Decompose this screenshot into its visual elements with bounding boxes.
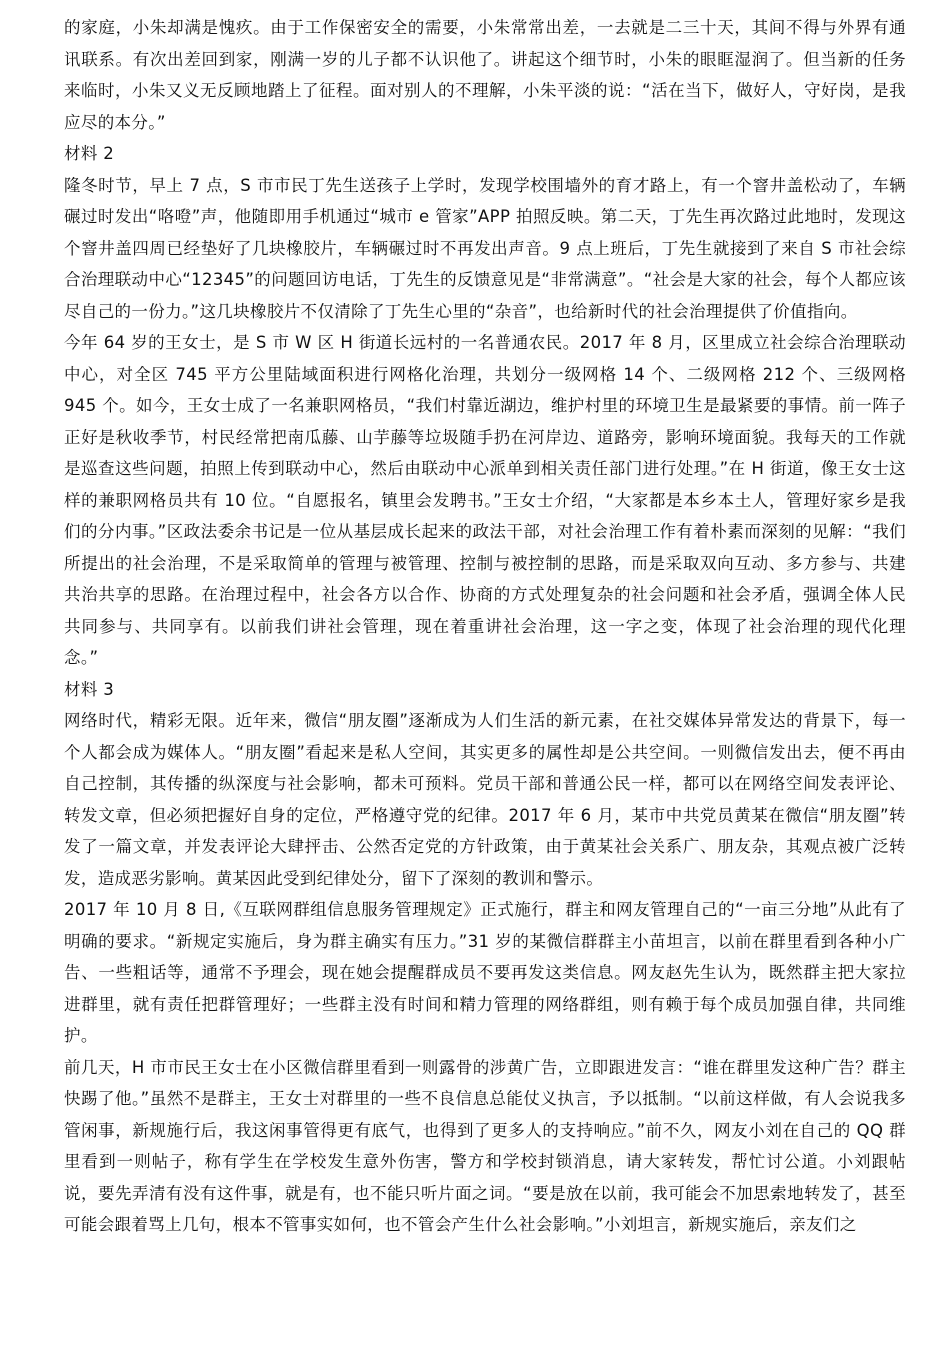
document-page — [64, 0, 906, 1347]
paragraph-intro-continued: 的家庭，小朱却满是愧疚。由于工作保密安全的需要，小朱常常出差，一去就是二三十天，其间不得与外界有通讯联系。有次出差回到家，刚满一岁的儿子都不认识他了。讲起这个细节时，小朱的眼眶湿润了。但当新的任务来临时，小朱又义无反顾地踏上了征程。面对别人的不理解，小朱平淡的说：“活在当下，做好人，守好岗，是我应尽的本分。” — [64, 18, 906, 132]
section-heading-material-2: 材料 2 — [64, 144, 115, 163]
paragraph-wang-grid-member: 今年 64 岁的王女士，是 S 市 W 区 H 街道长远村的一名普通农民。2017 年 8 月，区里成立社会综合治理联动中心，对全区 745 平方公里陆域面积进行网格化治理，共划分一级网格 14 个、二级网格 212 个、三级网格 945 个。如今，王女士成了一名兼职网格员，“我们村靠近湖边，维护村里的环境卫生是最紧要的事情。前一阵子正好是秋收季节，村民经常把南瓜藤、山芋藤等垃圾随手扔在河岸边、道路旁，影响环境面貌。我每天的工作就是巡查这些问题，拍照上传到联动中心，然后由联动中心派单到相关责任部门进行处理。”在 H 街道，像王女士这样的兼职网格员共有 10 位。“自愿报名，镇里会发聘书。”王女士介绍，“大家都是本乡本土人，管理好家乡是我们的分内事。”区政法委余书记是一位从基层成长起来的政法干部，对社会治理工作有着朴素而深刻的见解：“我们所提出的社会治理，不是采取简单的管理与被管理、控制与被控制的思路，而是采取双向互动、多方参与、共建共治共享的思路。在治理过程中，社会各方以合作、协商的方式处理复杂的社会问题和社会矛盾，强调全体人民共同参与、共同享有。以前我们讲社会管理，现在着重讲社会治理，这一字之变，体现了社会治理的现代化理念。” — [64, 333, 906, 667]
paragraph-wechat-moments: 网络时代，精彩无限。近年来，微信“朋友圈”逐渐成为人们生活的新元素，在社交媒体异常发达的背景下，每一个人都会成为媒体人。“朋友圈”看起来是私人空间，其实更多的属性却是公共空间。一则微信发出去，便不再由自己控制，其传播的纵深度与社会影响，都未可预料。党员干部和普通公民一样，都可以在网络空间发表评论、转发文章，但必须把握好自身的定位，严格遵守党的纪律。2017 年 6 月，某市中共党员黄某在微信“朋友圈”转发了一篇文章，并发表评论大肆抨击、公然否定党的方针政策，由于黄某社会关系广、朋友杂，其观点被广泛转发，造成恶劣影响。黄某因此受到纪律处分，留下了深刻的教训和警示。 — [64, 711, 906, 888]
paragraph-group-members: 前几天，H 市市民王女士在小区微信群里看到一则露骨的涉黄广告，立即跟进发言：“谁在群里发这种广告？群主快踢了他。”虽然不是群主，王女士对群里的一些不良信息总能仗义执言，予以抵制。“以前这样做，有人会说我多管闲事，新规施行后，我这闲事管得更有底气，也得到了更多人的支持响应。”前不久，网友小刘在自己的 QQ 群里看到一则帖子，称有学生在学校发生意外伤害，警方和学校封锁消息，请大家转发，帮忙讨公道。小刘跟帖说，要先弄清有没有这件事，就是有，也不能只听片面之词。“要是放在以前，我可能会不加思索地转发了，甚至可能会跟着骂上几句，根本不管事实如何，也不管会产生什么社会影响。”小刘坦言，新规实施后，亲友们之 — [64, 1057, 906, 1234]
section-heading-material-3: 材料 3 — [64, 679, 115, 699]
paragraph-ding-manhole: 隆冬时节，早上 7 点，S 市市民丁先生送孩子上学时，发现学校围墙外的育才路上，有一个窨井盖松动了，车辆碾过时发出“咯噔”声，他随即用手机通过“城市 e 管家”APP 拍照反映。第二天，丁先生再次路过此地时，发现这个窨井盖四周已经垫好了几块橡胶片，车辆碾过时不再发出声音。9 点上班后，丁先生就接到了来自 S 市社会综合治理联动中心“12345”的问题回访电话，丁先生的反馈意见是“非常满意”。“社会是大家的社会，每个人都应该尽自己的一份力。”这几块橡胶片不仅清除了丁先生心里的“杂音”，也给新时代的社会治理提供了价值指向。 — [64, 175, 906, 321]
paragraph-group-regulation: 2017 年 10 月 8 日,《互联网群组信息服务管理规定》正式施行，群主和网友管理自己的“一亩三分地”从此有了明确的要求。“新规定实施后，身为群主确实有压力。”31 岁的某微信群群主小苗坦言，以前在群里看到各种小广告、一些粗话等，通常不予理会，现在她会提醒群成员不要再发这类信息。网友赵先生认为，既然群主把大家拉进群里，就有责任把群管理好；一些群主没有时间和精力管理的网络群组，则有赖于每个成员加强自律，共同维护。 — [64, 900, 906, 1045]
